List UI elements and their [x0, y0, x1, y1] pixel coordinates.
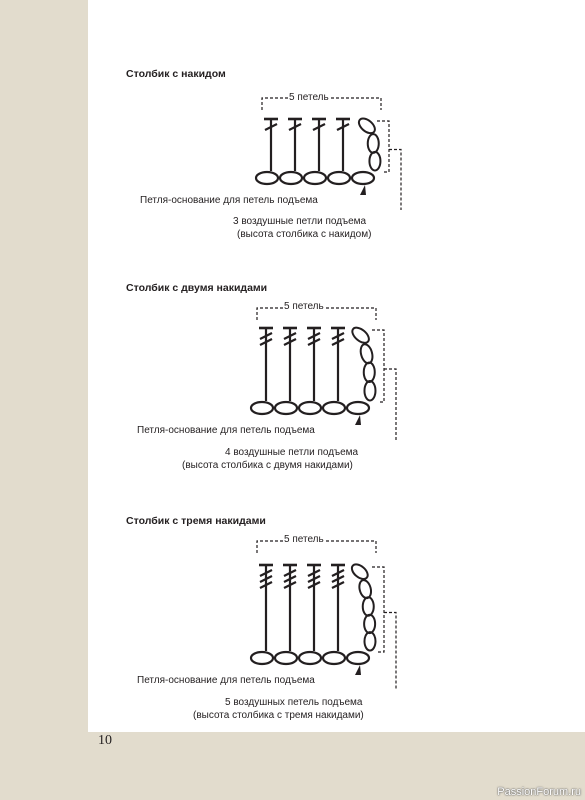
section-title-2: Столбик с двумя накидами [126, 282, 268, 294]
page-number: 10 [98, 733, 112, 748]
lift-chain-label-3b: (высота столбика с тремя накидами) [193, 710, 364, 721]
base-loop-label-2: Петля-основание для петель подъема [137, 425, 315, 436]
base-chain-loop [256, 172, 278, 184]
turning-chain-loop [364, 363, 375, 383]
base-loop-label-1: Петля-основание для петель подъема [140, 195, 318, 206]
base-chain-loop [251, 402, 273, 414]
base-chain-loop [347, 402, 369, 414]
turning-chain-loop [349, 562, 370, 582]
lift-label-leader [384, 613, 396, 691]
base-chain-loop [275, 652, 297, 664]
lift-chain-label-2a: 4 воздушные петли подъема [225, 447, 359, 458]
base-chain-loop [304, 172, 326, 184]
base-loop-pointer [355, 665, 361, 675]
turning-chain-loop [369, 152, 380, 171]
base-chain-loop [251, 652, 273, 664]
lift-chain-label-1b: (высота столбика с накидом) [237, 229, 372, 240]
lift-chain-label-3a: 5 воздушных петель подъема [225, 697, 363, 708]
turning-chain-loop [363, 597, 374, 615]
turning-chain-loop [359, 343, 375, 365]
stitch-count-label-3: 5 петель [284, 534, 324, 545]
stitch-count-label-1: 5 петель [289, 92, 329, 103]
base-loop-pointer [360, 185, 366, 195]
base-chain-loop [323, 652, 345, 664]
turning-chain-loop [364, 615, 375, 633]
turning-chain-loop [356, 116, 377, 136]
base-loop-label-3: Петля-основание для петель подъема [137, 675, 315, 686]
section-title-3: Столбик с тремя накидами [126, 515, 266, 527]
section-title-1: Столбик с накидом [126, 68, 226, 80]
turning-chain-loop [358, 579, 373, 600]
lift-chain-label-1a: 3 воздушные петли подъема [233, 216, 367, 227]
base-loop-pointer [355, 415, 361, 425]
stitch-count-bracket [257, 541, 376, 553]
stitch-count-bracket [262, 98, 381, 110]
base-chain-loop [275, 402, 297, 414]
lift-label-leader [389, 150, 401, 211]
stitch-count-label-2: 5 петель [284, 301, 324, 312]
turning-chain-loop [364, 632, 375, 650]
turning-chain-loop [368, 134, 379, 153]
lift-label-leader [384, 369, 396, 440]
base-chain-loop [299, 652, 321, 664]
base-chain-loop [280, 172, 302, 184]
turning-chain-loop [350, 325, 372, 346]
base-chain-loop [323, 402, 345, 414]
turning-chain-loop [364, 381, 375, 401]
base-chain-loop [347, 652, 369, 664]
base-chain-loop [352, 172, 374, 184]
lift-chain-label-2b: (высота столбика с двумя накидами) [182, 460, 353, 471]
stitch-count-bracket [257, 308, 376, 320]
base-chain-loop [328, 172, 350, 184]
base-chain-loop [299, 402, 321, 414]
stitch-diagram-3 [240, 533, 415, 723]
watermark: PassionForum.ru [497, 786, 581, 798]
